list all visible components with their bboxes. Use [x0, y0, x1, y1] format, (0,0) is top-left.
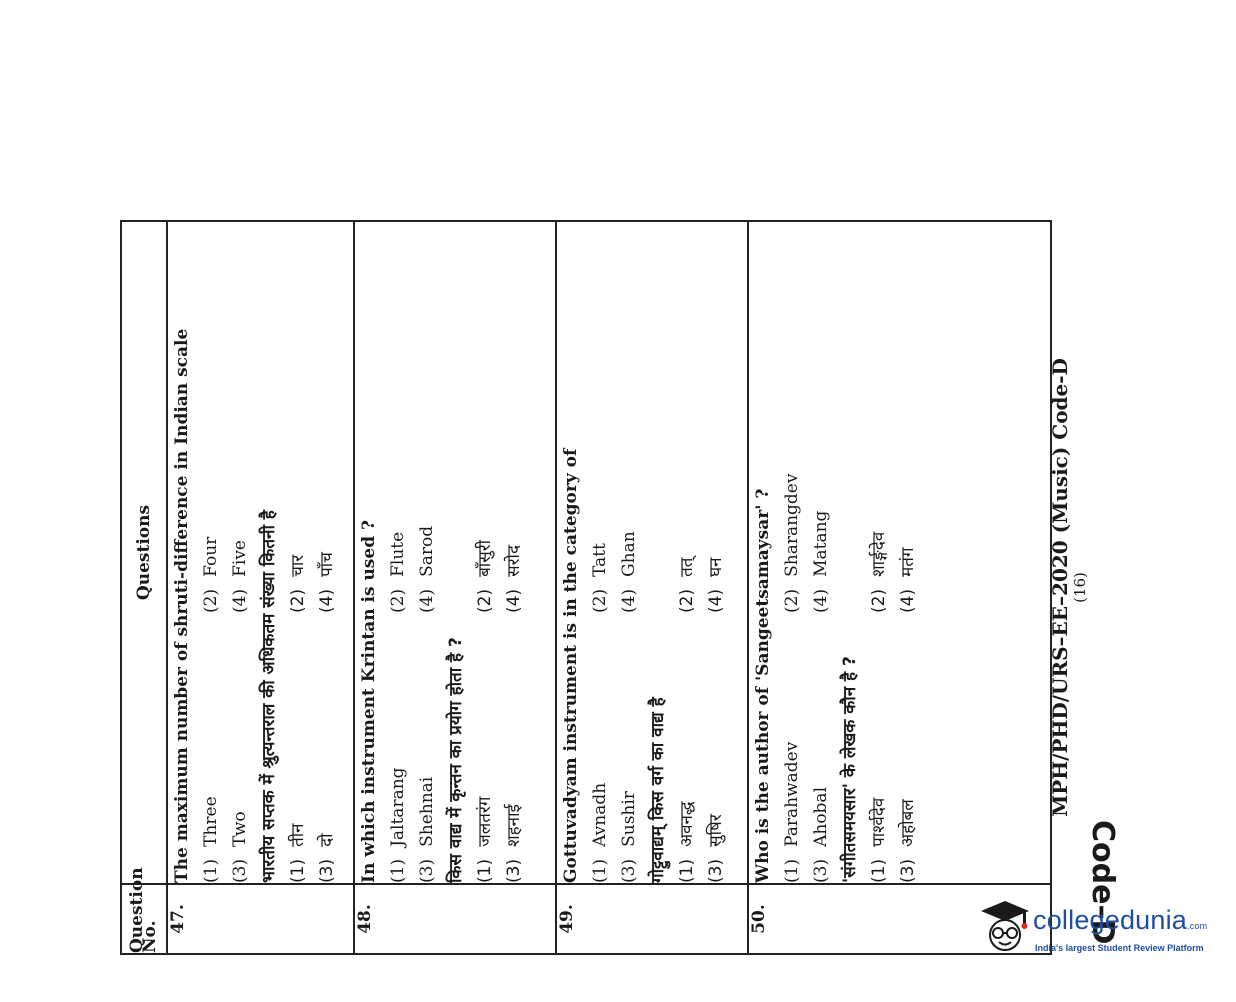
question-text-hi: 'संगीतसमयसार' के लेखक कौन है ? [840, 656, 860, 883]
exam-sheet [120, 220, 1089, 955]
option: (1)Avnadh [590, 782, 610, 883]
question-number: 50. [748, 884, 1051, 954]
page-footer [1048, 220, 1088, 955]
question-content [748, 221, 1051, 884]
option: (1)Jaltarang [388, 767, 408, 883]
question-content [354, 221, 556, 884]
footer-code-line: MPH/PHD/URS–EE–2020 (Music) Code-D [1048, 358, 1072, 817]
option: (3)दो [317, 833, 337, 883]
option: (1)जलतरंग [475, 796, 495, 883]
question-content [556, 221, 748, 884]
option: (3)शहनाई [504, 804, 524, 883]
question-row [354, 221, 556, 954]
page-number: (16) [1071, 572, 1089, 603]
option: (3)Sushir [619, 791, 639, 883]
option: (1)अवनद्ध [677, 801, 697, 883]
question-number: 47. [167, 884, 354, 954]
question-table [120, 220, 1052, 955]
question-text-en: The maximum number of shruti-difference in Indian scale [172, 328, 192, 883]
options-en [778, 222, 836, 883]
option: (3)Two [230, 811, 250, 883]
code-tag: Code–D [1085, 820, 1120, 945]
option: (2)Four [201, 536, 221, 613]
option: (4)Ghan [619, 531, 639, 613]
brand-tagline: India's largest Student Review Platform [1035, 943, 1204, 953]
question-text-en: Who is the author of 'Sangeetsamaysar' ? [753, 488, 773, 883]
option: (2)चार [288, 554, 308, 613]
option: (2)शार्ङ्गदेव [869, 531, 889, 613]
questions-header: Questions [121, 221, 167, 884]
collegedunia-watermark [975, 895, 1215, 965]
options-en [197, 222, 255, 883]
options-hi [865, 222, 923, 883]
options-en [586, 222, 644, 883]
question-number: 49. [556, 884, 748, 954]
option: (4)Matang [811, 510, 831, 613]
option: (1)तीन [288, 823, 308, 883]
option: (3)सुषिर [706, 814, 726, 883]
option: (4)Five [230, 540, 250, 613]
question-row [748, 221, 1051, 954]
question-row [167, 221, 354, 954]
question-number: 48. [354, 884, 556, 954]
question-row [556, 221, 748, 954]
option: (4)पाँच [317, 552, 337, 613]
question-text-en: Gottuvadyam instrument is in the category of [561, 448, 581, 883]
options-en [384, 222, 442, 883]
options-hi [284, 222, 342, 883]
option: (3)अहोबल [898, 799, 918, 883]
option: (1)पार्श्वदेव [869, 797, 889, 883]
question-text-en: In which instrument Krintan is used ? [359, 520, 379, 883]
question-no-header: Question No. [121, 884, 167, 954]
option: (4)सरोद [504, 545, 524, 613]
option: (1)Parahwadev [782, 741, 802, 883]
option: (4)Sarod [417, 525, 437, 613]
option: (2)तत् [677, 557, 697, 613]
table-header-row [121, 221, 167, 954]
option: (2)Tatt [590, 543, 610, 613]
brand-name: collegedunia.com [1033, 905, 1208, 935]
option: (4)मतंग [898, 547, 918, 613]
option: (2)Sharangdev [782, 473, 802, 613]
option: (1)Three [201, 796, 221, 883]
options-hi [673, 222, 731, 883]
question-text-hi: गोट्टुवाद्यम् किस वर्ग का वाद्य है [648, 697, 668, 883]
options-hi [471, 222, 529, 883]
option: (2)बाँसुरी [475, 539, 495, 613]
question-content [167, 221, 354, 884]
option: (3)Shehnai [417, 776, 437, 883]
question-text-hi: भारतीय सप्तक में श्रुत्यन्तराल की अधिकतम संख्या कितनी है [259, 510, 279, 883]
option: (4)घन [706, 557, 726, 613]
graduate-mascot-icon [975, 895, 1031, 955]
option: (2)Flute [388, 531, 408, 613]
option: (3)Ahobal [811, 786, 831, 883]
question-text-hi: किस वाद्य में कृन्तन का प्रयोग होता है ? [446, 637, 466, 883]
